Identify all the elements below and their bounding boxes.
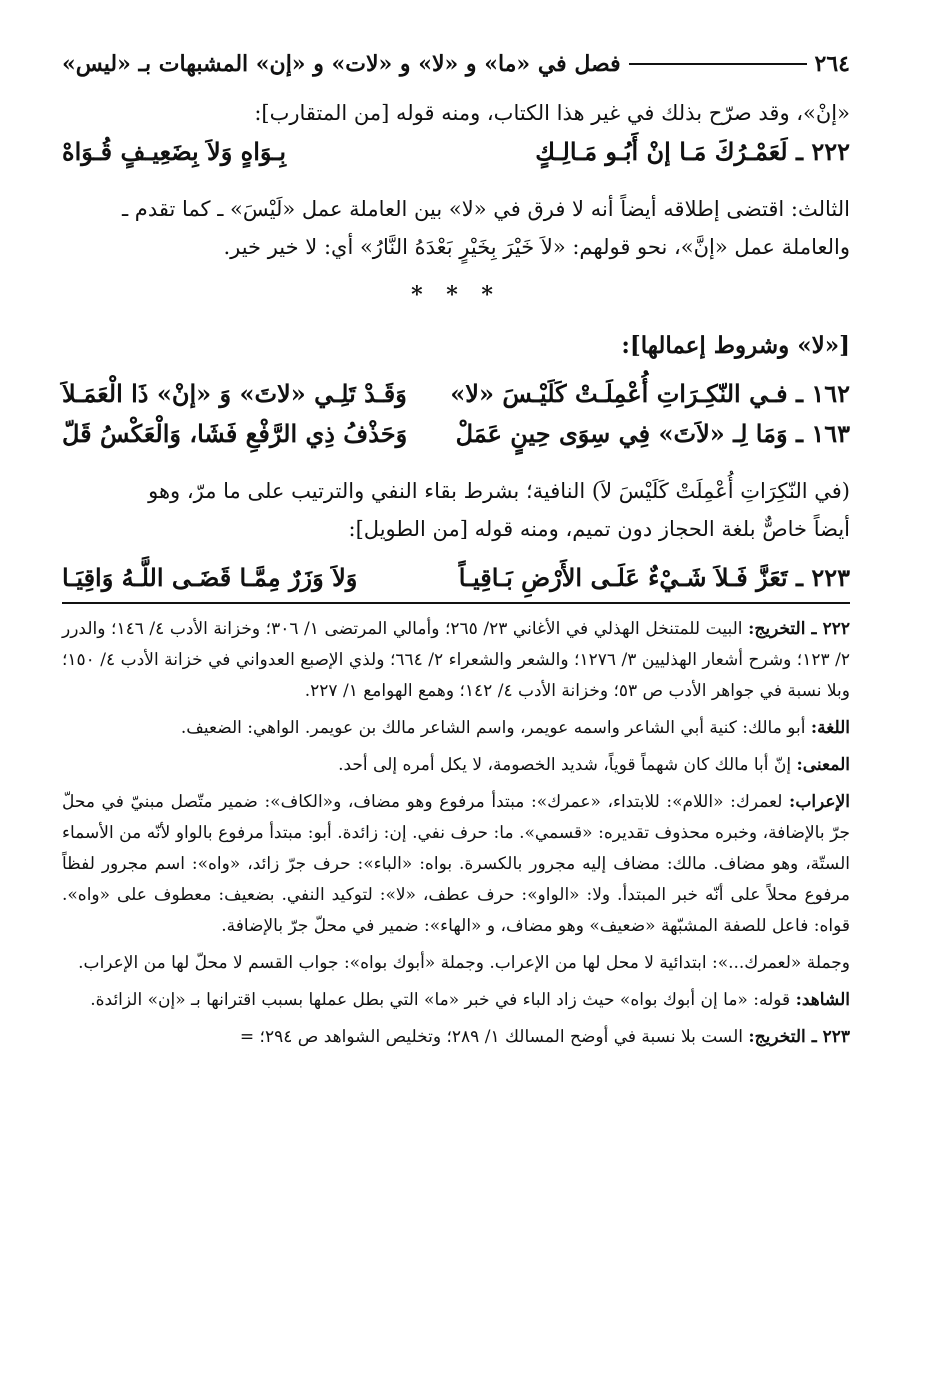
footnote-text: الست بلا نسبة في أوضح المسالك ١/ ٢٨٩؛ وتخليص الشواهد ص ٢٩٤؛ =	[239, 1027, 743, 1047]
header-rule	[629, 63, 807, 65]
footnote-text: البيت للمتنخل الهذلي في الأغاني ٢٣/ ٢٦٥؛ وأمالي المرتضى ١/ ٣٠٦؛ وخزانة الأدب ٤/ ١٤٦؛ والدرر ٢/ ١٢٣؛ وشرح أشعار الهذليين ٣/ ١٢٧٦؛ والشعر والشعراء ٢/ ٦٦٤؛ ولذي الإصبع العدواني في خزانة الأدب ٤/ ١٥٠؛ وبلا نسبة في جواهر الأدب ص ٥٣؛ وخزانة الأدب ٤/ ١٤٢؛ وهمع الهوامع ١/ ٢٢٧.	[62, 619, 850, 701]
commentary-line1: (في النّكِرَاتِ أُعْمِلَتْ كَلَيْسَ لاَ) النافية؛ بشرط بقاء النفي والترتيب على ما مرّ، وهو	[148, 479, 850, 503]
verse-hemistich-first: لَعَمْـرُكَ مَـا إنْ أَبُـو مَـالِـكٍ	[535, 137, 788, 166]
footnote-223-takhrij	[62, 1022, 850, 1053]
verse-hemistich-second: وَقَـدْ تَلِـي «لاتَ» وَ «إنْ» ذَا الْعَمَـلاَ	[62, 379, 407, 408]
verse-number: ٢٢٢ ـ	[795, 137, 850, 166]
paragraph-third-line2: والعاملة عمل «إنَّ»، نحو قولهم: «لاَ خَيْرَ بِخَيْرٍ بَعْدَهُ النَّارُ» أي: لا خير خير.	[223, 235, 850, 259]
chapter-title: فصل في «ما» و «لا» و «لات» و «إن» المشبهات بـ «ليس»	[62, 51, 621, 77]
footnote-label: المعنى:	[796, 755, 850, 775]
section-separator-stars: * * *	[411, 282, 501, 308]
footnote-text: أبو مالك: كنية أبي الشاعر واسمه عويمر، واسم الشاعر مالك بن عويمر. الواهي: الضعيف.	[180, 718, 806, 738]
running-header	[62, 44, 850, 84]
commentary-line2: أيضاً خاصٌّ بلغة الحجاز دون تميم، ومنه قوله [من الطويل]:	[348, 517, 850, 541]
footnote-label: اللغة:	[810, 718, 850, 738]
footnote-222-takhrij	[62, 614, 850, 707]
footnote-irab	[62, 787, 850, 942]
footnote-text: قوله: «ما إن أبوك بواه» حيث زاد الباء في خبر «ما» التي بطل عملها بسبب اقترانها بـ «إن» الزائدة.	[90, 990, 791, 1010]
footnote-text: إنّ أبا مالك كان شهماً قوياً، شديد الخصومة، لا يكل أمره إلى أحد.	[338, 755, 792, 775]
verse-number: ١٦٢ ـ	[795, 379, 850, 408]
footnote-label: ٢٢٢ ـ التخريج:	[748, 619, 851, 639]
verse-hemistich-first: وَمَا لِـ «لاَتَ» فِي سِوَى حِينٍ عَمَلْ	[455, 419, 788, 448]
footnote-lugha	[62, 713, 850, 744]
verse-hemistich-second: وَحَذْفُ ذِي الرَّفْعِ فَشَا، وَالْعَكْسُ قَلّ	[62, 419, 408, 448]
page-number: ٢٦٤	[814, 51, 850, 77]
footnote-label: الإعراب:	[789, 792, 850, 812]
footnote-jumla	[62, 948, 850, 979]
intro-line: «إنْ»، وقد صرّح بذلك في غير هذا الكتاب، ومنه قوله [من المتقارب]:	[254, 101, 850, 125]
section-title: [«لا» وشروط إعمالها]:	[621, 332, 850, 359]
verse-hemistich-first: تَعَزَّ فَـلاَ شَـيْءٌ عَلَـى الأَرْضِ بَـاقِيـاً	[458, 563, 788, 592]
verse-hemistich-first: فـي النّكِـرَاتِ أُعْمِلَـتْ كَلَيْـسَ «لا»	[450, 379, 788, 408]
footnote-maana	[62, 750, 850, 781]
book-page	[62, 44, 850, 1059]
footnote-label: الشاهد:	[795, 990, 850, 1010]
verse-hemistich-second: بِـوَاهٍ وَلاَ بِضَعِيـفٍ قُـوَاهْ	[62, 137, 287, 166]
paragraph-third-line1: الثالث: اقتضى إطلاقه أيضاً أنه لا فرق في «لا» بين العاملة عمل «لَيْسَ» ـ كما تقدم ـ	[121, 197, 850, 221]
footnote-shahid	[62, 985, 850, 1016]
footnote-separator-rule	[62, 602, 850, 604]
verse-222	[62, 132, 850, 172]
footnote-text: لعمرك: «اللام»: للابتداء، «عمرك»: مبتدأ مرفوع وهو مضاف، و«الكاف»: ضمير متّصل مبنيّ في محلّ جرّ بالإضافة، وخبره محذوف تقديره: «قسمي». ما: حرف نفي. إن: زائدة. أبو: مبتدأ مرفوع بالواو لأنّه من الأسماء الستّة، وهو مضاف. مالك: مضاف إليه مجرور بالكسرة. بواه: «الباء»: حرف جرّ زائد، «واه»: اسم مجرور لفظاً مرفوع محلاً على أنّه خبر المبتدأ. ولا: «الواو»: حرف عطف، «لا»: لتوكيد النفي. بضعيف: معطوف على «واه». قواه: فاعل للصفة المشبّهة «ضعيف» وهو مضاف، و «الهاء»: ضمير في محلّ جرّ بالإضافة.	[62, 792, 850, 936]
verse-hemistich-second: وَلاَ وَزَرٌ مِمَّـا قَضَـى اللَّـهُ وَاقِيَـا	[62, 563, 358, 592]
alfiya-verse-163	[62, 414, 850, 454]
verse-number: ٢٢٣ ـ	[795, 563, 850, 592]
footnote-label: ٢٢٣ ـ التخريج:	[748, 1027, 850, 1047]
verse-number: ١٦٣ ـ	[795, 419, 850, 448]
footnote-text: وجملة «لعمرك...»: ابتدائية لا محل لها من الإعراب. وجملة «أبوك بواه»: جواب القسم لا محلّ لها من الإعراب.	[78, 953, 850, 973]
alfiya-verse-162	[62, 374, 850, 414]
verse-223	[62, 558, 850, 598]
